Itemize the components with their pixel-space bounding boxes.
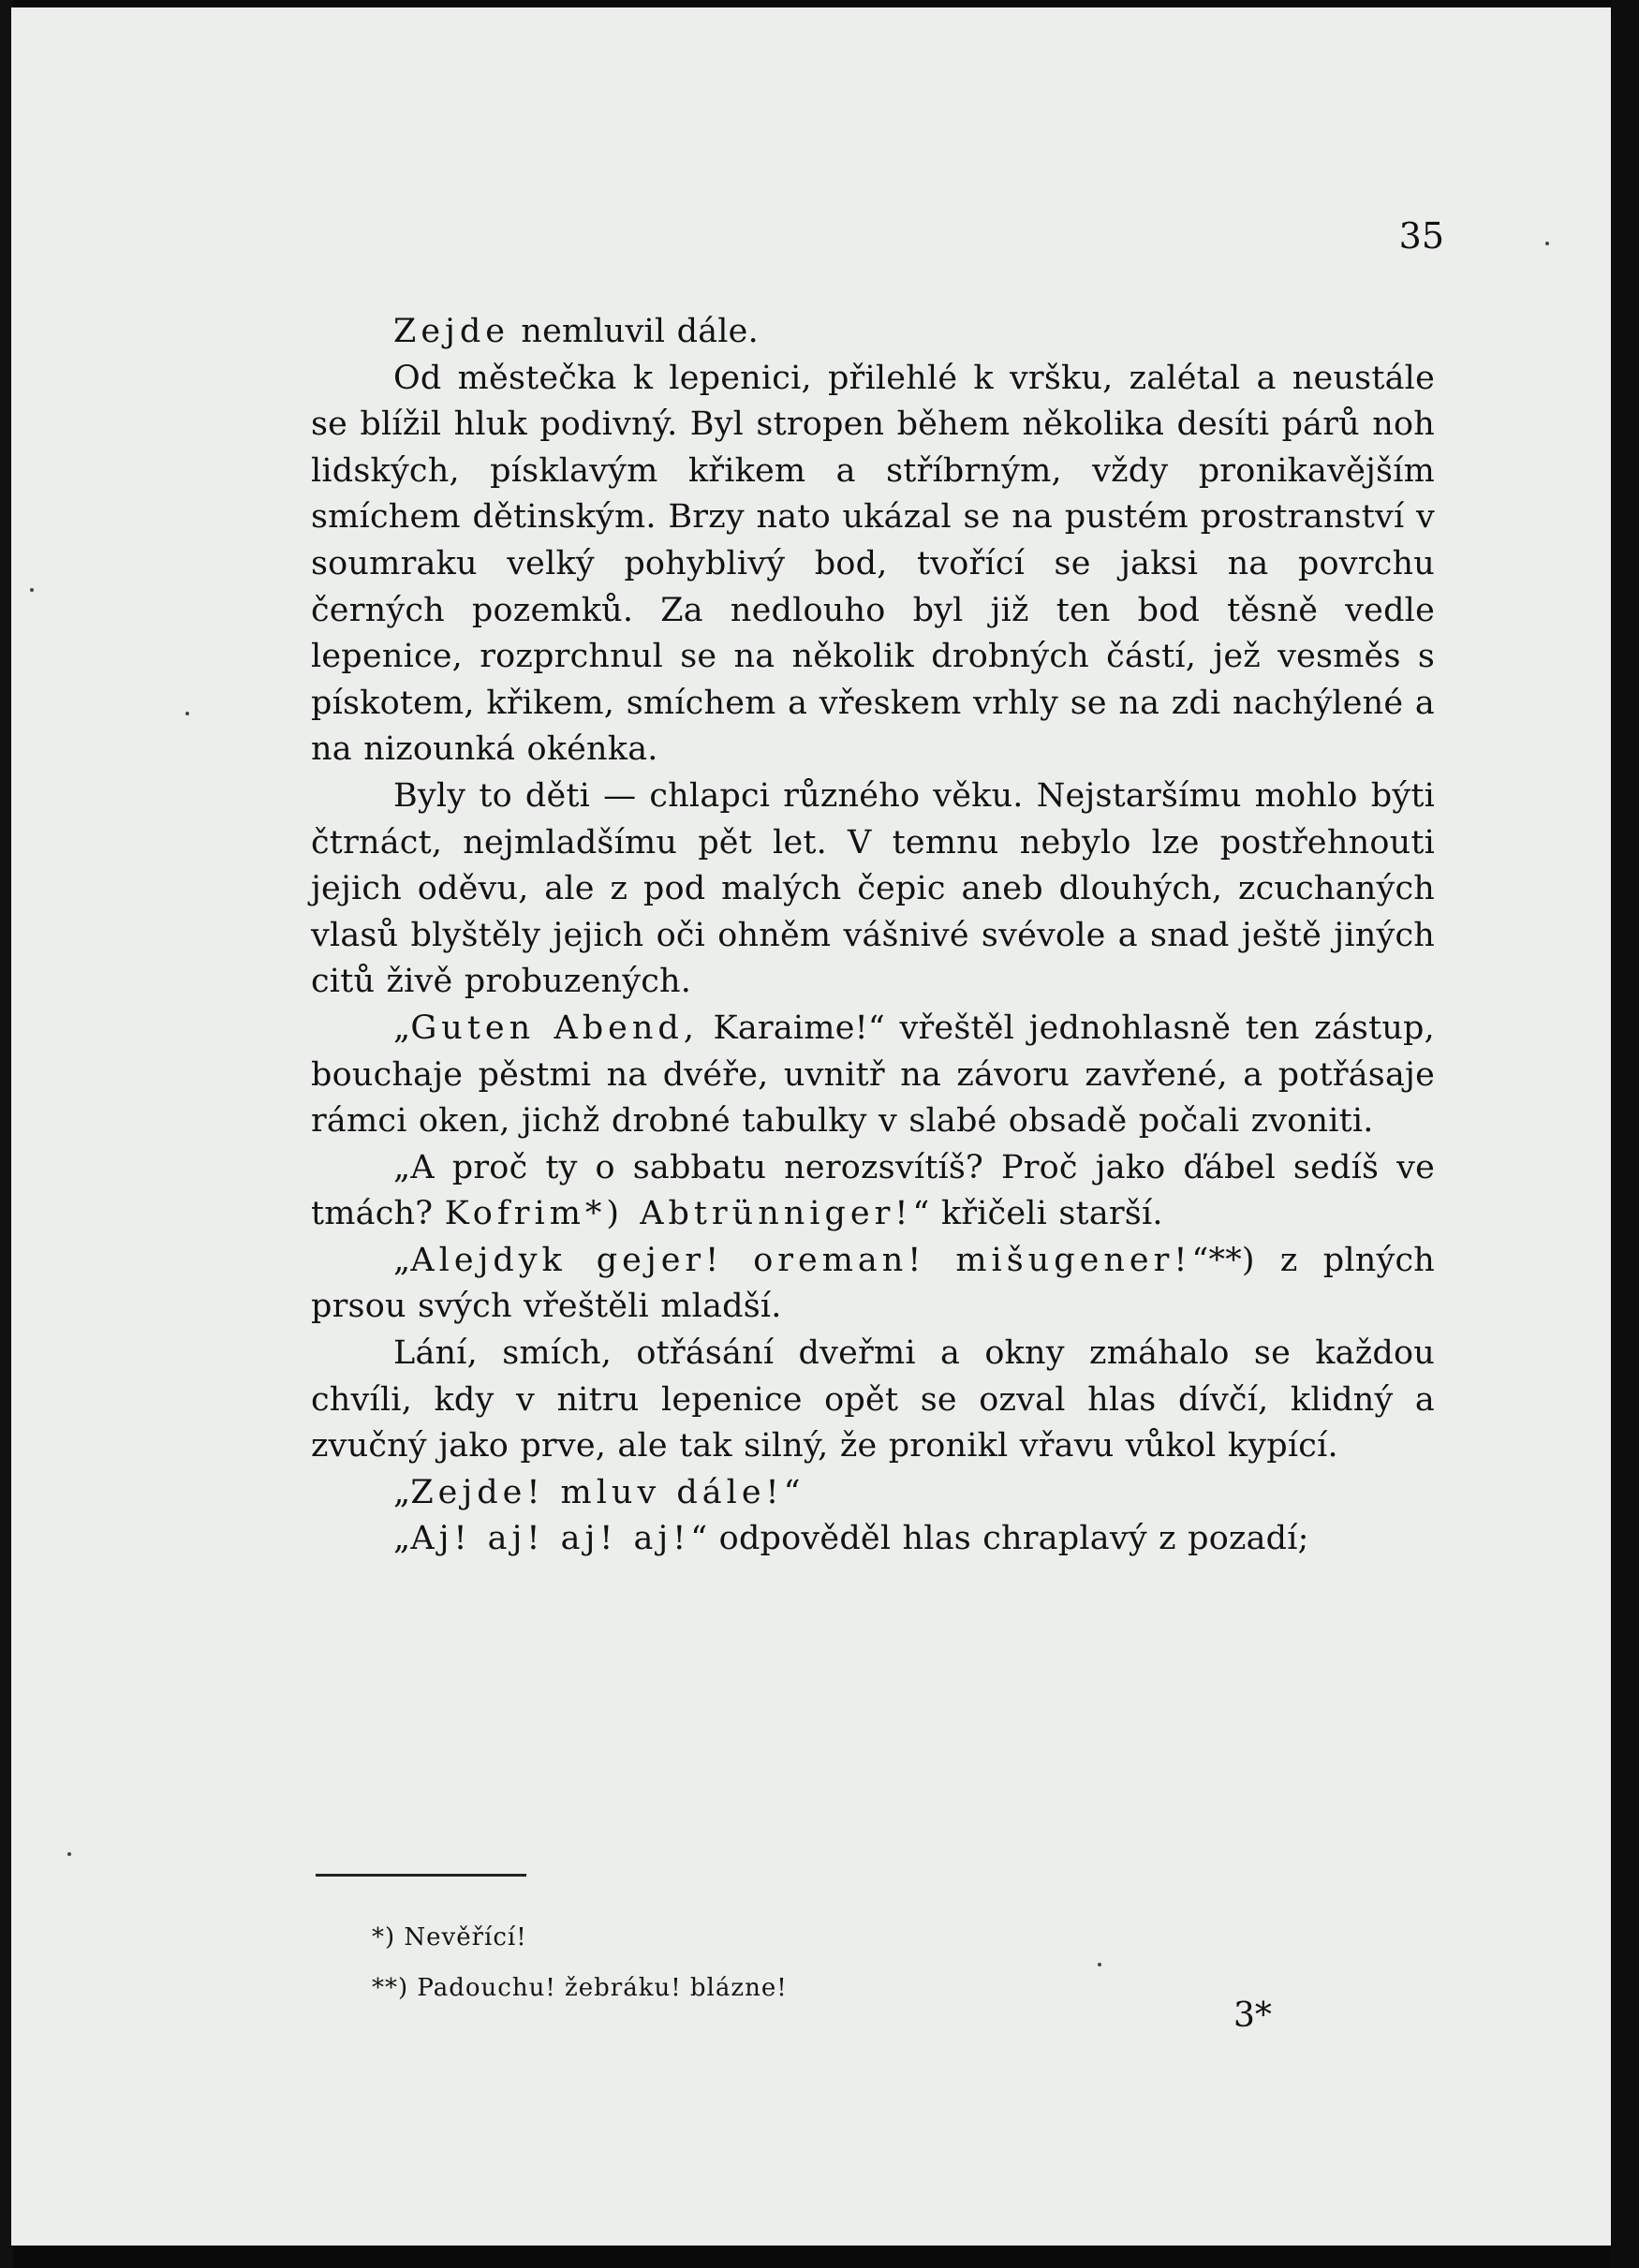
- footnote-rule: [316, 1874, 526, 1877]
- footnote-2: **) Padouchu! žebráku! blázne!: [372, 1974, 788, 2002]
- paragraph-text: Od městečka k lepenici, přilehlé k vršku, zalétal a neustále se blížil hluk podivný. Byl stropen během několika desíti párů noh lidských, písklavým křikem a stříbrným, vždy pronikavějším smíchem dětinským. Brzy nato ukázal se na pustém prostranství v soumraku velký pohyblivý bod, tvořící se jaksi na povrchu černých pozemků. Za nedlouho byl již ten bod těsně vedle lepenice, rozprchnul se na několik drobných částí, jež vesměs s pískotem, křikem, smíchem a vřeskem vrhly se na zdi nachýlené a na nizounká okénka.: [311, 359, 1435, 769]
- paragraph-text: Karaime!“ vřeštěl jednohlasně ten zástup, bouchaje pěstmi na dvéře, uvnitř na závoru zavřené, a potřásaje rámci oken, jichž drobné tabulky v slabé obsadě počali zvoniti.: [311, 1009, 1435, 1141]
- paragraph-8: [311, 1470, 1435, 1517]
- spaced-phrase: Guten Abend,: [410, 1009, 699, 1047]
- scan-edge-right: [1611, 0, 1639, 2268]
- quote-open: „: [393, 1520, 411, 1558]
- spaced-phrase: Kofrim*) Abtrünniger!: [444, 1195, 913, 1233]
- paragraph-text: Byly to děti — chlapci různého věku. Nejstaršímu mohlo býti čtrnáct, nejmladšímu pět let. V temnu nebylo lze postřehnouti jejich oděvu, ale z pod malých čepic aneb dlouhých, zcuchaných vlasů blyštěly jejich oči ohněm vášnivé svévole a snad ještě jiných citů živě probuzených.: [311, 776, 1435, 1001]
- quote-close: “: [783, 1473, 801, 1511]
- spaced-phrase: Aj! aj! aj! aj!: [410, 1520, 691, 1558]
- scan-speck: [1545, 242, 1549, 245]
- paragraph-5: [311, 1145, 1435, 1238]
- paragraph-text: nemluvil dále.: [509, 313, 759, 350]
- paragraph-6: [311, 1238, 1435, 1331]
- paragraph-4: [311, 1006, 1435, 1145]
- body-text: [311, 309, 1435, 1563]
- paragraph-2: [311, 356, 1435, 773]
- scan-speck: [185, 712, 189, 715]
- paragraph-text: Lání, smích, otřásání dveřmi a okny zmáhalo se každou chvíli, kdy v nitru lepenice opět se ozval hlas dívčí, klidný a zvučný jako prve, ale tak silný, že pronikl vřavu vůkol kypící.: [311, 1334, 1435, 1465]
- book-page: [11, 7, 1613, 2246]
- paragraph-7: [311, 1331, 1435, 1470]
- paragraph-text: “ křičeli starší.: [912, 1195, 1163, 1233]
- paragraph-1: [311, 309, 1435, 356]
- page-number: 35: [1398, 215, 1444, 257]
- spaced-phrase: Alejdyk gejer! oreman! mišugener!: [410, 1241, 1192, 1279]
- paragraph-3: [311, 773, 1435, 1006]
- spaced-name: Zejde: [393, 313, 510, 350]
- footnote-1: *) Nevěřící!: [372, 1923, 527, 1951]
- quote-open: „: [393, 1473, 411, 1511]
- footnotes: [372, 1912, 1121, 2013]
- scan-speck: [67, 1852, 71, 1856]
- scan-speck: [30, 588, 34, 592]
- paragraph-lead: „A proč ty o sabbatu nerozsvítíš? Proč jako ďábel sedíš ve tmách?: [311, 1148, 1435, 1233]
- quote-open: „: [393, 1241, 411, 1279]
- signature-mark: 3*: [1233, 1996, 1272, 2035]
- scan-speck: [1098, 1963, 1101, 1966]
- quote-open: „: [393, 1009, 411, 1047]
- paragraph-text: “**) z plných prsou svých vřeštěli mladší.: [311, 1241, 1435, 1326]
- paragraph-text: “ odpověděl hlas chraplavý z pozadí;: [690, 1520, 1309, 1558]
- paragraph-9: [311, 1516, 1435, 1563]
- spaced-phrase: Zejde! mluv dále!: [410, 1473, 784, 1511]
